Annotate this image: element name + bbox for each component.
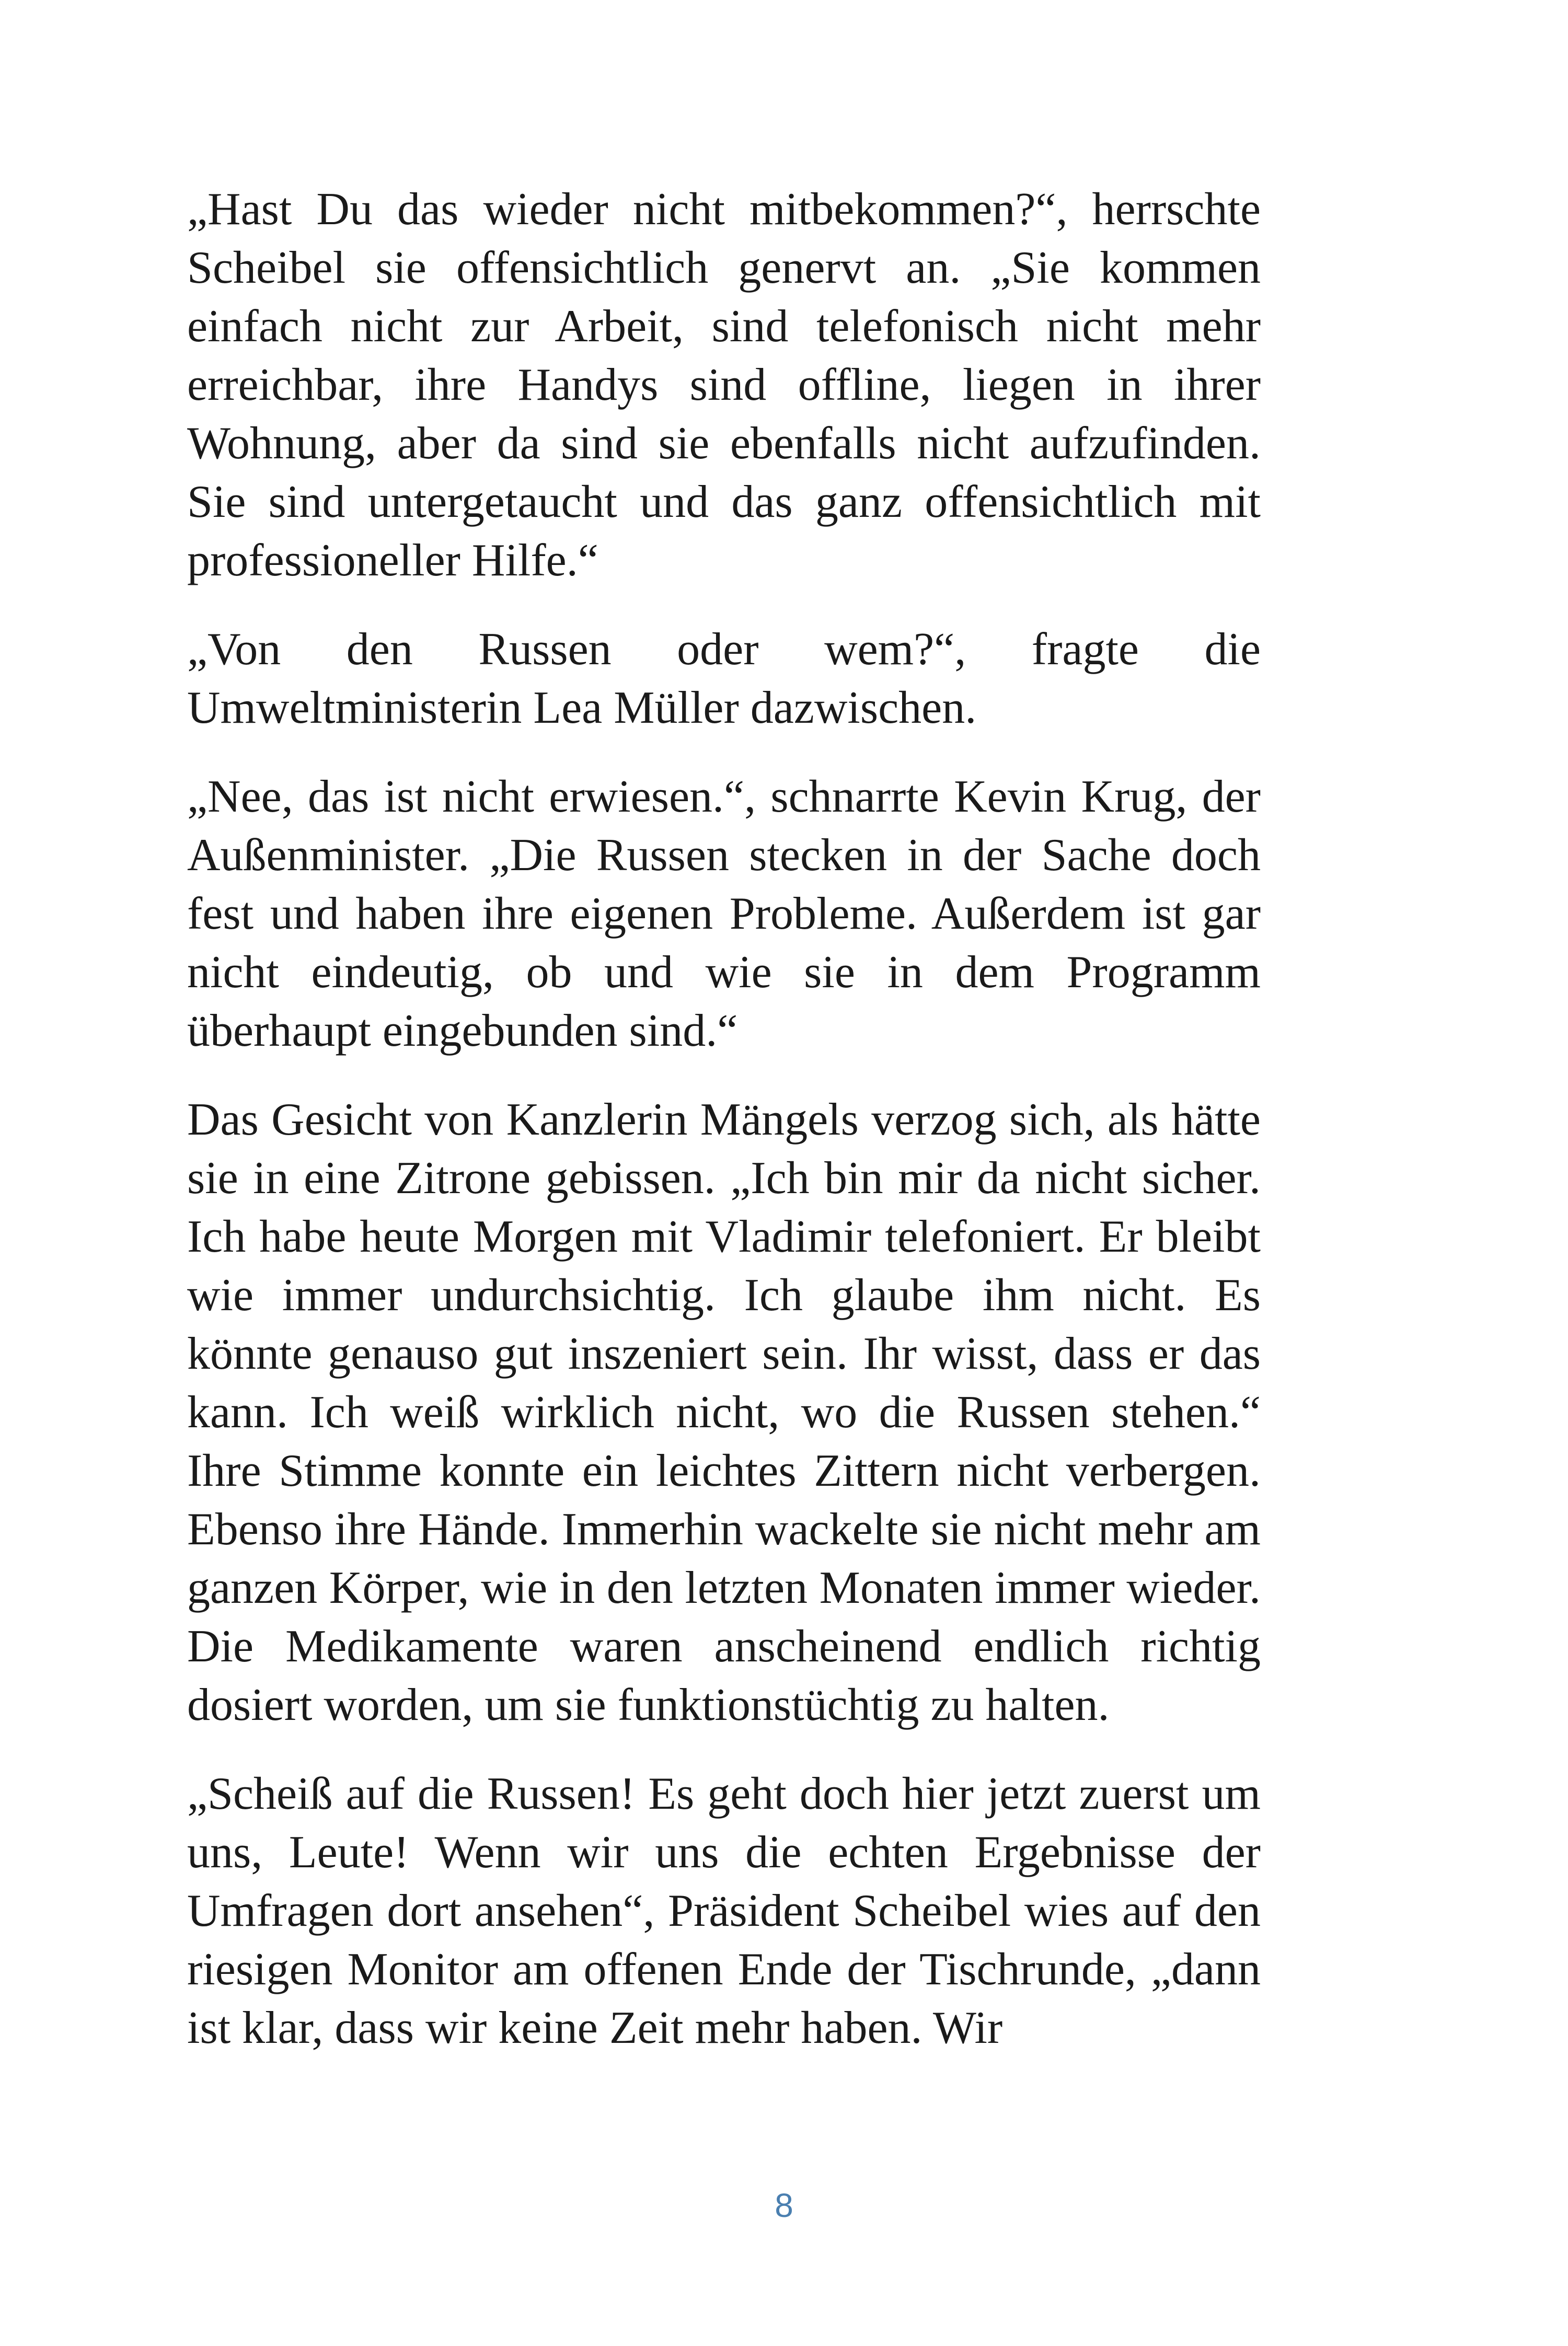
paragraph-1: „Hast Du das wieder nicht mitbekommen?“, herrschte Scheibel sie offensichtlich genervt an. „Sie kommen einfach nicht zur Arbeit, sind telefonisch nicht mehr erreichbar, ihre Handys sind offline, liegen in ihrer Wohnung, aber da sind sie ebenfalls nicht aufzufinden. Sie sind untergetaucht und das ganz offensichtlich mit professioneller Hilfe.“ bbox=[187, 184, 1261, 586]
paragraph-3: „Nee, das ist nicht erwiesen.“, schnarrte Kevin Krug, der Außenminister. „Die Russen stecken in der Sache doch fest und haben ihre eigenen Probleme. Außerdem ist gar nicht eindeutig, ob und wie sie in dem Programm überhaupt eingebunden sind.“ bbox=[187, 771, 1261, 1056]
paragraph-5: „Scheiß auf die Russen! Es geht doch hier jetzt zuerst um uns, Leute! Wenn wir uns die echten Ergebnisse der Umfragen dort ansehen“, Präsident Scheibel wies auf den riesigen Monitor am offenen Ende der Tischrunde, „dann ist klar, dass wir keine Zeit mehr haben. Wir bbox=[187, 1769, 1261, 2053]
body-text bbox=[187, 180, 1261, 2088]
page-number: 8 bbox=[775, 2187, 793, 2224]
paragraph-2: „Von den Russen oder wem?“, fragte die Umweltministerin Lea Müller dazwischen. bbox=[187, 624, 1261, 733]
paragraph-4: Das Gesicht von Kanzlerin Mängels verzog sich, als hätte sie in eine Zitrone gebissen. „Ich bin mir da nicht sicher. Ich habe heute Morgen mit Vladimir telefoniert. Er bleibt wie immer undurchsichtig. Ich glaube ihm nicht. Es könnte genauso gut inszeniert sein. Ihr wisst, dass er das kann. Ich weiß wirklich nicht, wo die Russen stehen.“ Ihre Stimme konnte ein leichtes Zittern nicht verbergen. Ebenso ihre Hände. Immerhin wackelte sie nicht mehr am ganzen Körper, wie in den letzten Monaten immer wieder. Die Medikamente waren anscheinend endlich richtig dosiert worden, um sie funktionstüchtig zu halten. bbox=[187, 1094, 1261, 1730]
